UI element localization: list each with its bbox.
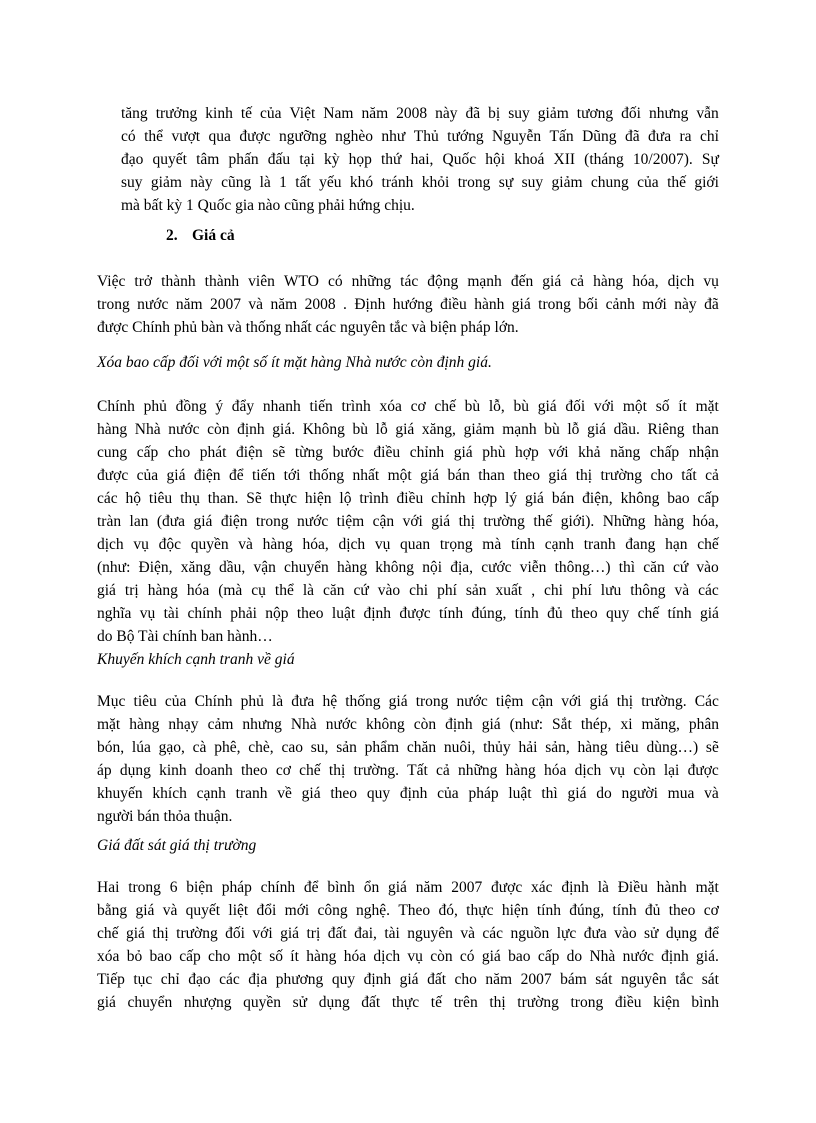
subheading-land-price: Giá đất sát giá thị trường: [97, 837, 257, 854]
text-line: người bán thỏa thuận.: [97, 808, 233, 825]
text-line: giá chuyển nhượng quyền sử dụng đất thực tế trên thị trường trong điều kiện bình: [97, 994, 719, 1011]
text-line: Hai trong 6 biện pháp chính để bình ổn giá năm 2007 được xác định là Điều hành mặt: [97, 879, 719, 896]
text-line: khuyến khích cạnh tranh về giá theo quy định của pháp luật thì giá do người mua và: [97, 785, 719, 802]
paragraph-intro: [97, 270, 719, 339]
text-line: bằng giá và quyết liệt đổi mới công nghệ. Theo đó, thực hiện tính đúng, tính đủ theo cơ: [97, 902, 719, 919]
paragraph-land-price: [97, 876, 719, 1014]
text-line: Tiếp tục chỉ đạo các địa phương quy định giá đất cho năm 2007 bám sát nguyên tắc sát: [97, 971, 719, 988]
text-line: giá trị hàng hóa (mà cụ thể là căn cứ vào chi phí sản xuất , chi phí lưu thông và các: [97, 582, 719, 599]
text-line: suy giảm này cũng là 1 tất yếu khó tránh khỏi trong sự suy giảm chung của thế giới: [121, 174, 719, 191]
text-line: hàng Nhà nước còn định giá. Không bù lỗ giá xăng, giảm mạnh bù lỗ giá dầu. Riêng than: [97, 421, 719, 438]
section-heading: [166, 224, 235, 247]
text-line: cung cấp cho phát điện sẽ từng bước điều chỉnh giá phù hợp với khả năng chấp nhận: [97, 444, 719, 461]
paragraph-subsidy: [97, 395, 719, 648]
text-line: tăng trưởng kinh tế của Việt Nam năm 2008 này đã bị suy giảm tương đối nhưng vẫn: [121, 105, 719, 122]
text-line: mà bất kỳ 1 Quốc gia nào cũng phải hứng chịu.: [121, 197, 415, 214]
paragraph-competition: [97, 690, 719, 828]
text-line: mặt hàng nhạy cảm nhưng Nhà nước không còn định giá (như: Sắt thép, xi măng, phân: [97, 716, 719, 733]
text-line: nghĩa vụ tài chính phải nộp theo luật định được tính đúng, tính đủ theo quy chế tính giá: [97, 605, 719, 622]
text-line: Việc trở thành thành viên WTO có những tác động mạnh đến giá cả hàng hóa, dịch vụ: [97, 273, 719, 290]
text-line: tràn lan (đưa giá điện trong nước tiệm cận với giá thị trường thế giới). Những hàng hóa,: [97, 513, 719, 530]
text-line: dịch vụ độc quyền và hàng hóa, dịch vụ quan trọng mà tính cạnh tranh đang hạn chế: [97, 536, 719, 553]
subheading-subsidy-removal: Xóa bao cấp đối với một số ít mặt hàng Nhà nước còn định giá.: [97, 354, 492, 371]
text-line: bón, lúa gạo, cà phê, chè, cao su, sản phẩm chăn nuôi, thủy hải sản, hàng tiêu dùng…) sẽ: [97, 739, 719, 756]
text-line: Chính phủ đồng ý đẩy nhanh tiến trình xóa cơ chế bù lỗ, bù giá đối với một số ít mặt: [97, 398, 719, 415]
text-line: được Chính phủ bàn và thống nhất các nguyên tắc và biện pháp lớn.: [97, 319, 519, 336]
text-line: chế giá thị trường đối với giá trị đất đai, tài nguyên và các nguồn lực đưa vào sử dụng để: [97, 925, 719, 942]
text-line: được của giá điện để tiến tới thống nhất một giá bán than theo giá thị trường cho tất cả: [97, 467, 719, 484]
text-line: các hộ tiêu thụ than. Sẽ thực hiện lộ trình điều chỉnh hợp lý giá bán điện, không bao cấp: [97, 490, 719, 507]
text-line: do Bộ Tài chính ban hành…: [97, 628, 273, 645]
text-line: Mục tiêu của Chính phủ là đưa hệ thống giá trong nước tiệm cận với giá thị trường. Các: [97, 693, 719, 710]
text-line: đạo quyết tâm phấn đấu tại kỳ họp thứ hai, Quốc hội khoá XII (tháng 10/2007). Sự: [121, 151, 719, 168]
text-line: trong nước năm 2007 và năm 2008 . Định hướng điều hành giá trong bối cảnh mới này đã: [97, 296, 719, 313]
section-title: Giá cả: [192, 227, 235, 244]
subheading-price-competition: Khuyến khích cạnh tranh về giá: [97, 651, 295, 668]
paragraph-continuation: [121, 102, 719, 217]
text-line: (như: Điện, xăng dầu, vận chuyển hàng không nội địa, cước viễn thông…) thì căn cứ vào: [97, 559, 719, 576]
text-line: áp dụng kinh doanh theo cơ chế thị trường. Tất cả những hàng hóa dịch vụ còn lại được: [97, 762, 719, 779]
text-line: có thể vượt qua được ngưỡng nghèo như Thủ tướng Nguyễn Tấn Dũng đã đưa ra chỉ: [121, 128, 719, 145]
section-number: 2.: [166, 227, 178, 244]
text-line: xóa bỏ bao cấp cho một số ít hàng hóa dịch vụ còn có giá bao cấp do Nhà nước định giá.: [97, 948, 719, 965]
